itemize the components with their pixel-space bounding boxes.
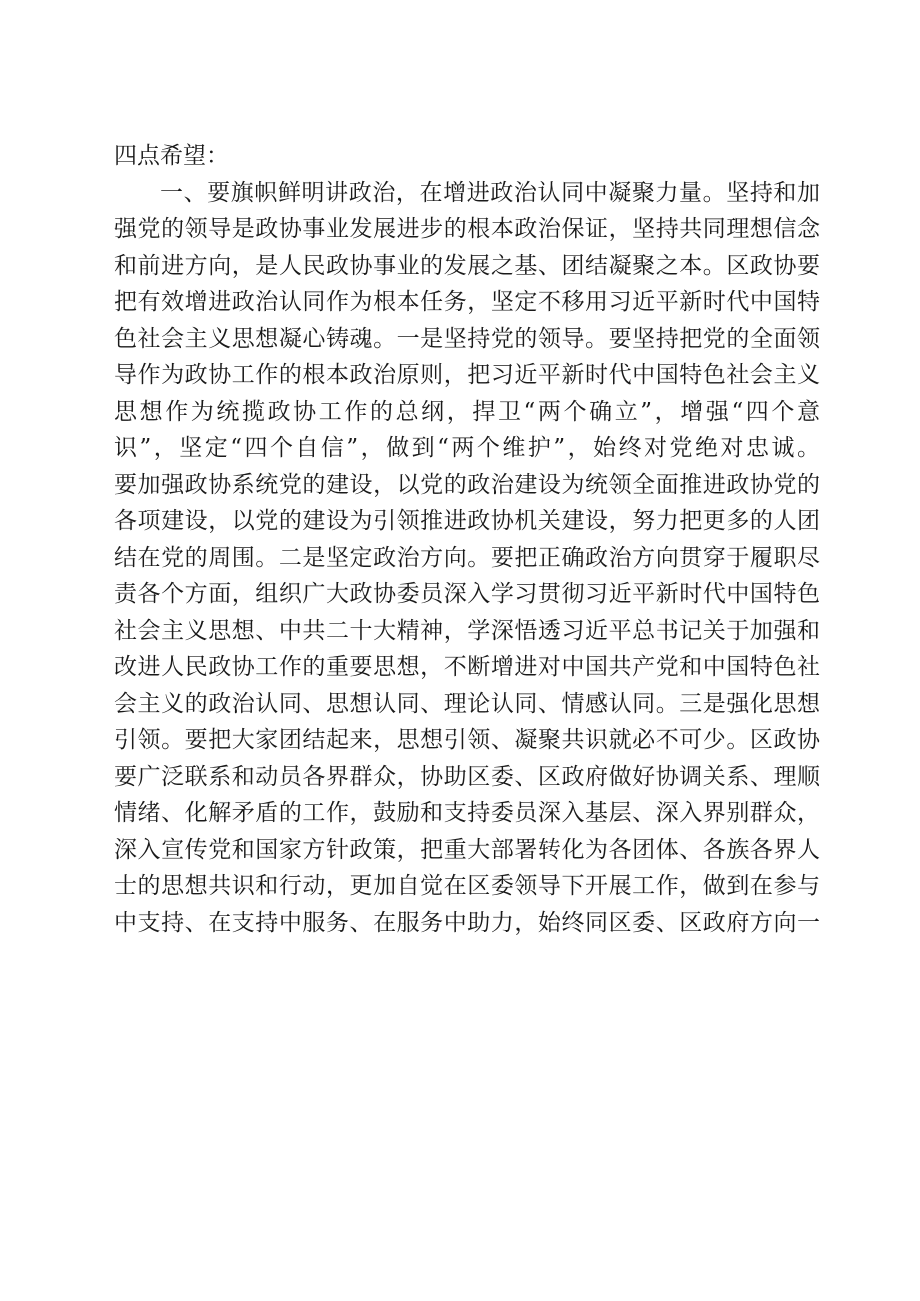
paragraph-line: 色社会主义思想凝心铸魂。一是坚持党的领导。要坚持把党的全面领 [114, 325, 820, 352]
paragraph-line: 要广泛联系和动员各界群众，协助区委、区政府做好协调关系、理顺 [114, 763, 820, 790]
paragraph-line: 深入宣传党和国家方针政策，把重大部署转化为各团体、各族各界人 [114, 836, 820, 863]
paragraph-line: 导作为政协工作的根本政治原则，把习近平新时代中国特色社会主义 [114, 362, 820, 388]
paragraph-line: 识”，坚定“四个自信”，做到“两个维护”，始终对党绝对忠诚。 [114, 435, 820, 461]
paragraph-line: 引领。要把大家团结起来，思想引领、凝聚共识就必不可少。区政协 [114, 727, 820, 753]
paragraph-line: 把有效增进政治认同作为根本任务，坚定不移用习近平新时代中国特 [114, 289, 820, 315]
paragraph-line: 一、要旗帜鲜明讲政治，在增进政治认同中凝聚力量。坚持和加 [160, 179, 820, 206]
paragraph-line: 社会主义思想、中共二十大精神，学深悟透习近平总书记关于加强和 [114, 617, 820, 644]
paragraph-line: 结在党的周围。二是坚定政治方向。要把正确政治方向贯穿于履职尽 [114, 544, 820, 571]
paragraph-line: 情绪、化解矛盾的工作，鼓励和支持委员深入基层、深入界别群众， [114, 800, 820, 826]
paragraph-line: 士的思想共识和行动，更加自觉在区委领导下开展工作，做到在参与 [114, 873, 820, 899]
paragraph-line: 责各个方面，组织广大政协委员深入学习贯彻习近平新时代中国特色 [114, 581, 820, 607]
paragraph-line: 要加强政协系统党的建设，以党的政治建设为统领全面推进政协党的 [114, 471, 820, 498]
paragraph-line: 会主义的政治认同、思想认同、理论认同、情感认同。三是强化思想 [114, 690, 820, 717]
document-heading: 四点希望： [114, 143, 229, 169]
paragraph-line: 思想作为统揽政协工作的总纲，捍卫“两个确立”，增强“四个意 [114, 398, 820, 425]
paragraph-line: 强党的领导是政协事业发展进步的根本政治保证，坚持共同理想信念 [114, 216, 820, 242]
paragraph-line: 和前进方向，是人民政协事业的发展之基、团结凝聚之本。区政协要 [114, 252, 820, 279]
document-body [114, 138, 820, 941]
paragraph-line: 改进人民政协工作的重要思想，不断增进对中国共产党和中国特色社 [114, 654, 820, 680]
paragraph-line: 各项建设，以党的建设为引领推进政协机关建设，努力把更多的人团 [114, 508, 820, 534]
paragraph-line: 中支持、在支持中服务、在服务中助力，始终同区委、区政府方向一 [114, 909, 820, 936]
